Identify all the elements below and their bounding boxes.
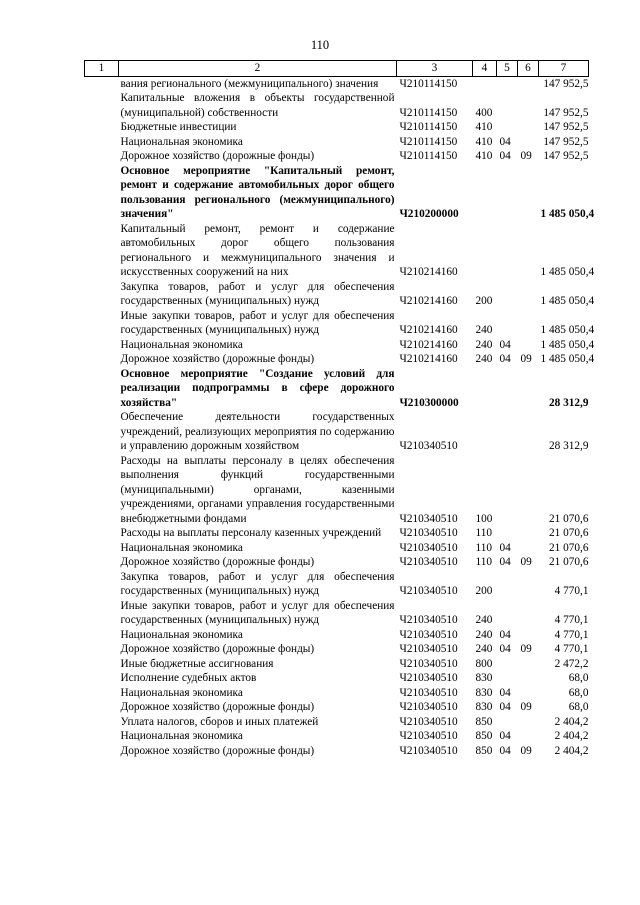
row-expense-type: 240 <box>475 643 493 655</box>
row-amount: 1 485 050,4 <box>540 338 595 351</box>
row-expense-type: 830 <box>475 672 493 684</box>
empty-cell <box>85 338 119 353</box>
row-expense-type <box>473 410 497 454</box>
empty-cell <box>85 628 119 643</box>
row-section: 04 <box>499 556 511 568</box>
row-amount: 1 485 050,4 <box>540 266 595 278</box>
empty-cell <box>85 700 119 715</box>
row-subsection <box>518 120 539 135</box>
row-target-code: Ч210114150 <box>399 106 458 119</box>
row-amount: 2 404,2 <box>554 744 589 757</box>
row-section <box>497 526 518 541</box>
row-amount: 68,0 <box>568 686 589 699</box>
col-header-2: 2 <box>119 61 397 77</box>
row-section <box>497 671 518 686</box>
table-row <box>85 715 589 730</box>
row-expense-type: 410 <box>475 150 493 162</box>
row-section <box>497 715 518 730</box>
row-subsection <box>518 570 539 599</box>
table-row <box>85 700 589 715</box>
table-row <box>85 164 589 222</box>
row-section <box>497 367 518 411</box>
row-target-code: Ч210214160 <box>399 324 458 336</box>
row-description: Уплата налогов, сборов и иных платежей <box>120 715 319 728</box>
table-row <box>85 642 589 657</box>
row-section: 04 <box>499 150 511 162</box>
row-target-code: Ч210114150 <box>399 135 458 148</box>
table-row <box>85 222 589 280</box>
row-description: Капитальный ремонт, ремонт и содержание автомобильных дорог общего пользования регионального и межмуниципального значения и искусственных сооружений на них <box>120 222 395 278</box>
empty-cell <box>85 76 119 91</box>
row-expense-type: 110 <box>475 556 493 568</box>
row-expense-type: 240 <box>475 324 493 336</box>
empty-cell <box>85 367 119 411</box>
row-description: Исполнение судебных актов <box>120 672 257 684</box>
row-target-code: Ч210200000 <box>399 208 459 220</box>
col-header-1: 1 <box>85 61 119 77</box>
row-expense-type <box>473 76 497 91</box>
table-row <box>85 149 589 164</box>
row-subsection <box>518 715 539 730</box>
row-description: Закупка товаров, работ и услуг для обеспечения государственных (муниципальных) нужд <box>120 280 395 307</box>
table-row <box>85 686 589 701</box>
row-amount: 1 485 050,4 <box>540 295 595 307</box>
row-expense-type <box>473 222 497 280</box>
empty-cell <box>85 91 119 120</box>
empty-cell <box>85 309 119 338</box>
empty-cell <box>85 599 119 628</box>
table-row <box>85 454 589 527</box>
row-section <box>497 120 518 135</box>
budget-table <box>84 60 595 758</box>
row-description: Дорожное хозяйство (дорожные фонды) <box>120 556 315 568</box>
row-amount: 4 770,1 <box>554 614 589 626</box>
row-expense-type: 830 <box>475 686 493 699</box>
page-number: 110 <box>310 38 330 52</box>
row-amount: 4 770,1 <box>554 643 589 655</box>
row-section: 04 <box>499 701 511 713</box>
row-description: Бюджетные инвестиции <box>120 121 237 133</box>
row-section: 04 <box>499 730 511 742</box>
row-section: 04 <box>499 686 511 699</box>
row-target-code: Ч210340510 <box>399 585 458 597</box>
table-row <box>85 352 589 367</box>
row-subsection <box>518 410 539 454</box>
row-target-code: Ч210340510 <box>399 628 458 641</box>
empty-cell <box>85 454 119 527</box>
table-row <box>85 628 589 643</box>
row-expense-type: 100 <box>475 512 493 525</box>
row-expense-type: 850 <box>475 744 493 757</box>
row-subsection <box>518 338 539 353</box>
table-row <box>85 338 589 353</box>
empty-cell <box>85 352 119 367</box>
table-row <box>85 309 589 338</box>
row-subsection <box>518 628 539 643</box>
row-description: Расходы на выплаты персоналу казенных учреждений <box>120 527 382 539</box>
row-target-code: Ч210340510 <box>399 686 458 699</box>
row-description: Национальная экономика <box>120 628 243 641</box>
empty-cell <box>85 135 119 150</box>
row-amount: 21 070,6 <box>548 527 589 539</box>
row-subsection <box>518 526 539 541</box>
empty-cell <box>85 410 119 454</box>
row-section <box>497 570 518 599</box>
row-target-code: Ч210340510 <box>399 744 458 757</box>
row-expense-type: 850 <box>475 715 493 728</box>
empty-cell <box>85 555 119 570</box>
table-row <box>85 555 589 570</box>
row-subsection <box>518 280 539 309</box>
row-amount: 4 770,1 <box>554 585 589 597</box>
row-section <box>497 222 518 280</box>
table-row <box>85 526 589 541</box>
row-amount: 21 070,6 <box>548 556 589 568</box>
empty-cell <box>85 671 119 686</box>
row-amount: 2 472,2 <box>554 657 589 670</box>
row-description: Иные бюджетные ассигнования <box>120 657 274 670</box>
col-header-3: 3 <box>397 61 473 77</box>
row-description: Национальная экономика <box>120 338 243 351</box>
row-target-code: Ч210340510 <box>399 527 458 539</box>
table-row <box>85 120 589 135</box>
empty-cell <box>85 120 119 135</box>
row-section: 04 <box>499 541 511 554</box>
row-section: 04 <box>499 643 511 655</box>
table-row <box>85 280 589 309</box>
row-amount: 1 485 050,4 <box>540 353 595 365</box>
row-description: Основное мероприятие "Капитальный ремонт, ремонт и содержание автомобильных дорог общего пользования регионального (межмуниципального) значения" <box>120 164 395 220</box>
header-row <box>85 61 589 77</box>
row-section <box>497 164 518 222</box>
row-description: вания регионального (межмуниципального) значения <box>120 77 379 90</box>
empty-cell <box>85 541 119 556</box>
row-subsection <box>518 671 539 686</box>
row-subsection: 09 <box>520 701 532 713</box>
row-section <box>497 454 518 527</box>
row-target-code: Ч210300000 <box>399 396 459 409</box>
row-expense-type: 110 <box>475 527 493 539</box>
row-target-code: Ч210114150 <box>399 150 458 162</box>
row-expense-type: 400 <box>475 106 493 119</box>
col-header-6: 6 <box>518 61 539 77</box>
empty-cell <box>85 149 119 164</box>
row-expense-type: 110 <box>475 541 493 554</box>
row-description: Закупка товаров, работ и услуг для обеспечения государственных (муниципальных) нужд <box>120 570 395 597</box>
empty-cell <box>85 715 119 730</box>
row-subsection <box>518 729 539 744</box>
empty-cell <box>85 222 119 280</box>
row-section: 04 <box>499 353 511 365</box>
col-header-4: 4 <box>473 61 497 77</box>
row-section <box>497 309 518 338</box>
row-amount: 2 404,2 <box>554 715 589 728</box>
row-subsection <box>518 135 539 150</box>
row-target-code: Ч210114150 <box>399 121 458 133</box>
row-section <box>497 410 518 454</box>
row-description: Национальная экономика <box>120 686 243 699</box>
row-description: Национальная экономика <box>120 730 243 742</box>
row-amount: 147 952,5 <box>543 77 589 90</box>
row-subsection: 09 <box>520 353 532 365</box>
row-expense-type: 410 <box>475 121 493 133</box>
table-row <box>85 410 589 454</box>
row-subsection: 09 <box>520 150 532 162</box>
row-amount: 147 952,5 <box>543 135 589 148</box>
row-amount: 21 070,6 <box>548 541 589 554</box>
row-section: 04 <box>499 628 511 641</box>
row-target-code: Ч210340510 <box>399 701 458 713</box>
row-description: Иные закупки товаров, работ и услуг для обеспечения государственных (муниципальных) нужд <box>120 309 395 336</box>
row-target-code: Ч210340510 <box>399 512 458 525</box>
row-target-code: Ч210340510 <box>399 614 458 626</box>
row-amount: 68,0 <box>568 672 589 684</box>
row-amount: 147 952,5 <box>543 121 589 133</box>
row-expense-type <box>473 164 497 222</box>
table-row <box>85 135 589 150</box>
row-target-code: Ч210214160 <box>399 295 458 307</box>
row-subsection <box>518 454 539 527</box>
row-expense-type <box>473 367 497 411</box>
row-section <box>497 599 518 628</box>
row-amount: 147 952,5 <box>543 150 589 162</box>
row-amount: 1 485 050,4 <box>540 324 595 336</box>
row-subsection <box>518 164 539 222</box>
row-target-code: Ч210340510 <box>399 730 458 742</box>
row-subsection <box>518 222 539 280</box>
row-section <box>497 280 518 309</box>
empty-cell <box>85 744 119 759</box>
row-target-code: Ч210114150 <box>399 77 458 90</box>
row-amount: 4 770,1 <box>554 628 589 641</box>
row-description: Капитальные вложения в объекты государственной (муниципальной) собственности <box>120 92 395 119</box>
row-target-code: Ч210340510 <box>399 643 458 655</box>
row-section: 04 <box>499 338 511 351</box>
empty-cell <box>85 570 119 599</box>
row-description: Основное мероприятие "Создание условий для реализации подпрограммы в сфере дорожного хозяйства" <box>120 367 395 409</box>
row-amount: 1 485 050,4 <box>540 208 595 220</box>
row-target-code: Ч210214160 <box>399 338 458 351</box>
row-target-code: Ч210340510 <box>399 556 458 568</box>
row-expense-type: 240 <box>475 614 493 626</box>
row-description: Дорожное хозяйство (дорожные фонды) <box>120 353 315 365</box>
row-target-code: Ч210340510 <box>399 715 458 728</box>
table-row <box>85 541 589 556</box>
row-subsection <box>518 686 539 701</box>
row-expense-type: 200 <box>475 295 493 307</box>
row-subsection: 09 <box>520 744 532 757</box>
table-row <box>85 671 589 686</box>
row-section <box>497 91 518 120</box>
table-row <box>85 570 589 599</box>
table-row <box>85 657 589 672</box>
row-target-code: Ч210214160 <box>399 353 458 365</box>
table-body <box>85 76 595 758</box>
row-amount: 21 070,6 <box>548 512 589 525</box>
row-amount: 28 312,9 <box>548 440 589 452</box>
row-section: 04 <box>499 135 511 148</box>
row-expense-type: 850 <box>475 730 493 742</box>
row-description: Расходы на выплаты персоналу в целях обеспечения выполнения функций государственными (муниципальными) органами, казенными учреждениями, органами управления государственными внебюджетными фондами <box>120 454 395 525</box>
row-subsection <box>518 91 539 120</box>
row-description: Обеспечение деятельности государственных учреждений, реализующих мероприятия по содержанию и управлению дорожным хозяйством <box>120 411 395 452</box>
row-expense-type: 800 <box>475 657 493 670</box>
row-subsection <box>518 657 539 672</box>
row-subsection <box>518 541 539 556</box>
empty-cell <box>85 526 119 541</box>
row-target-code: Ч210340510 <box>399 541 458 554</box>
row-subsection: 09 <box>520 643 532 655</box>
row-expense-type: 240 <box>475 628 493 641</box>
col-header-5: 5 <box>497 61 518 77</box>
row-expense-type: 240 <box>475 353 493 365</box>
table-row <box>85 729 589 744</box>
row-description: Дорожное хозяйство (дорожные фонды) <box>120 744 315 757</box>
row-description: Дорожное хозяйство (дорожные фонды) <box>120 150 315 162</box>
row-target-code: Ч210214160 <box>399 266 458 278</box>
row-expense-type: 240 <box>475 338 493 351</box>
row-expense-type: 410 <box>475 135 493 148</box>
table-row <box>85 599 589 628</box>
row-description: Дорожное хозяйство (дорожные фонды) <box>120 643 315 655</box>
row-subsection <box>518 76 539 91</box>
row-expense-type: 200 <box>475 585 493 597</box>
row-amount: 28 312,9 <box>548 396 589 409</box>
table-row <box>85 76 589 91</box>
row-amount: 147 952,5 <box>543 106 589 119</box>
empty-cell <box>85 280 119 309</box>
empty-cell <box>85 657 119 672</box>
row-description: Национальная экономика <box>120 541 243 554</box>
row-target-code: Ч210340510 <box>399 440 458 452</box>
empty-cell <box>85 729 119 744</box>
row-description: Национальная экономика <box>120 135 243 148</box>
row-description: Иные закупки товаров, работ и услуг для обеспечения государственных (муниципальных) нужд <box>120 599 395 626</box>
col-header-7: 7 <box>539 61 589 77</box>
row-amount: 68,0 <box>568 701 589 713</box>
row-subsection: 09 <box>520 556 532 568</box>
row-subsection <box>518 309 539 338</box>
row-target-code: Ч210340510 <box>399 657 458 670</box>
table-row <box>85 367 589 411</box>
table-row <box>85 91 589 120</box>
empty-cell <box>85 164 119 222</box>
row-section <box>497 657 518 672</box>
row-target-code: Ч210340510 <box>399 672 458 684</box>
row-amount: 2 404,2 <box>554 730 589 742</box>
empty-cell <box>85 642 119 657</box>
row-section <box>497 76 518 91</box>
row-section: 04 <box>499 744 511 757</box>
empty-cell <box>85 686 119 701</box>
row-subsection <box>518 599 539 628</box>
row-description: Дорожное хозяйство (дорожные фонды) <box>120 701 315 713</box>
row-subsection <box>518 367 539 411</box>
table-row <box>85 744 589 759</box>
row-expense-type: 830 <box>475 701 493 713</box>
